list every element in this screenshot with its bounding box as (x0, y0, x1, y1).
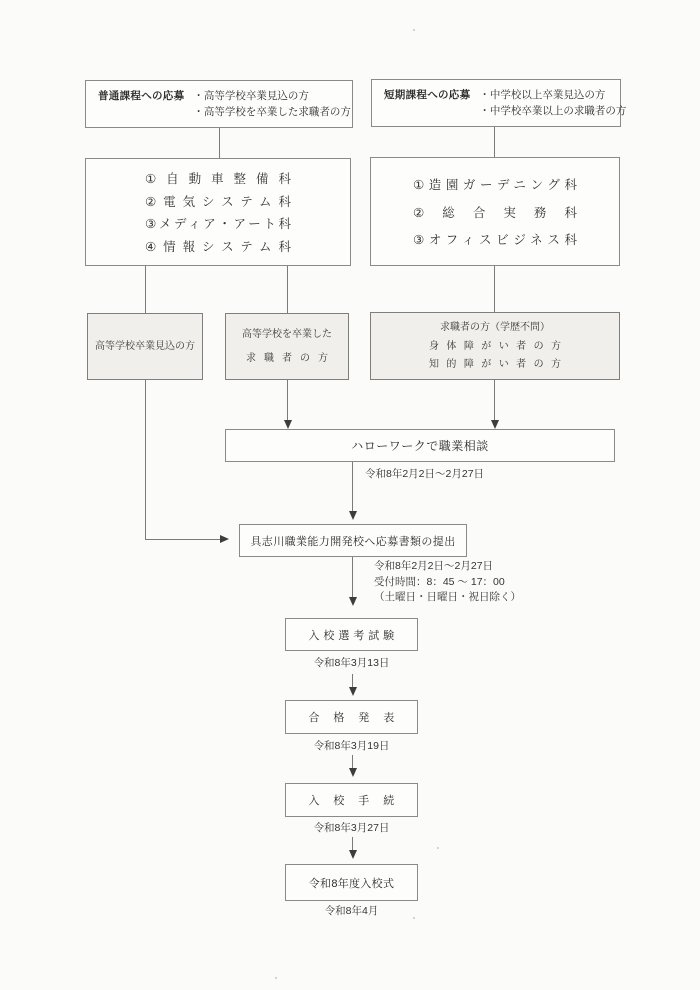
connector-dept-to-kyushoku (494, 266, 495, 312)
path-mikomi-right-line (145, 539, 220, 540)
arrow-hellowork-to-submission-head (349, 511, 357, 520)
futsu-dept-4: ④情報システム科 (145, 239, 291, 254)
futsu-course-application-box (85, 80, 353, 128)
futsu-bullet-2: ・高等学校を卒業した求職者の方 (193, 106, 351, 118)
arrow-mikomi-to-submission-head (220, 535, 229, 543)
arrow-announcement-to-procedure-head (349, 768, 357, 777)
hellowork-consultation-box (225, 429, 615, 462)
applicant-kyushoku-line1: 求職者の方（学歴不問） (440, 321, 550, 333)
arrow-sotsugyo-to-hellowork-line (287, 380, 288, 421)
applicant-sotsugyo-line2: 求職者の方 (246, 352, 328, 364)
tanki-dept-2: ②総合実務科 (413, 205, 577, 220)
tanki-dept-3: ③オフィスビジネス科 (413, 232, 577, 247)
results-announcement-label: 合格発表 (308, 712, 395, 724)
scan-speck (275, 977, 277, 979)
submission-date-block (374, 559, 521, 606)
document-submission-box (239, 524, 467, 557)
futsu-bullet-1: ・高等学校卒業見込の方 (193, 90, 309, 102)
arrow-procedure-to-ceremony-head (349, 850, 357, 859)
futsu-dept-2: ②電気システム科 (145, 194, 291, 209)
futsu-course-heading: 普通課程への応募 (98, 90, 185, 102)
arrow-submission-to-exam-line (352, 557, 353, 597)
arrow-exam-to-announcement-line (352, 674, 353, 688)
connector-dept-to-mikomi (145, 266, 146, 313)
tanki-dept-1: ①造園ガーデニング科 (413, 178, 577, 193)
futsu-course-bullets (193, 88, 351, 127)
enrollment-procedure-label: 入校手続 (308, 795, 395, 807)
tanki-course-bullets (479, 87, 626, 126)
arrow-kyushoku-to-hellowork-line (494, 380, 495, 421)
futsu-departments-box (85, 158, 351, 266)
applicant-mikomi-text: 高等学校卒業見込の方 (95, 341, 195, 352)
tanki-bullet-2: ・中学校卒業以上の求職者の方 (479, 105, 627, 117)
futsu-dept-1: ①自動車整備科 (145, 172, 291, 187)
entrance-ceremony-date: 令和8年4月 (324, 905, 379, 917)
tanki-course-application-box (371, 79, 627, 127)
applicant-sotsugyo-line1: 高等学校を卒業した (242, 329, 332, 341)
entrance-ceremony-box (285, 864, 418, 901)
submission-date-period: 令和8年2月2日～2月27日 (374, 560, 494, 572)
applicant-mikomi-box (87, 313, 203, 380)
submission-label: 具志川職業能力開発校へ応募書類の提出 (250, 535, 456, 548)
arrow-announcement-to-procedure-line (352, 755, 353, 768)
futsu-dept-3: ③メディア・アート科 (145, 217, 291, 232)
arrow-sotsugyo-to-hellowork-head (284, 420, 292, 429)
scan-speck (413, 29, 415, 31)
connector-futsu-to-dept (219, 128, 220, 158)
tanki-departments-box (370, 157, 620, 266)
results-announcement-date: 令和8年3月19日 (313, 740, 390, 752)
enrollment-procedure-box (285, 783, 418, 817)
applicant-sotsugyo-box (225, 313, 349, 380)
hellowork-date: 令和8年2月2日～2月27日 (365, 468, 485, 480)
results-announcement-box (285, 700, 418, 734)
arrow-kyushoku-to-hellowork-head (491, 420, 499, 429)
path-mikomi-down-line (145, 380, 146, 540)
scan-speck (413, 917, 415, 919)
arrow-procedure-to-ceremony-line (352, 837, 353, 850)
submission-date-hours: 受付時間：8：45 ～ 17：00 (374, 575, 505, 588)
submission-date-note: （土曜日・日曜日・祝日除く） (374, 591, 521, 603)
connector-dept-to-sotsugyo (287, 266, 288, 313)
tanki-course-heading: 短期課程への応募 (384, 89, 471, 101)
entrance-exam-label: 入校選考試験 (308, 629, 395, 642)
arrow-hellowork-to-submission-line (352, 462, 353, 511)
connector-tanki-to-dept (494, 127, 495, 157)
entrance-exam-date: 令和8年3月13日 (313, 657, 390, 669)
enrollment-procedure-date: 令和8年3月27日 (313, 822, 390, 834)
scan-speck (437, 847, 439, 849)
applicant-kyushoku-box (370, 312, 620, 380)
applicant-kyushoku-line2: 身体障がい者の方 (429, 340, 561, 352)
entrance-exam-box (285, 618, 418, 651)
applicant-kyushoku-line3: 知的障がい者の方 (429, 359, 561, 371)
entrance-ceremony-label: 令和8年度入校式 (308, 877, 395, 890)
arrow-exam-to-announcement-head (349, 687, 357, 696)
arrow-submission-to-exam-head (349, 597, 357, 606)
tanki-bullet-1: ・中学校以上卒業見込の方 (479, 89, 606, 101)
hellowork-label: ハローワークで職業相談 (351, 439, 489, 453)
